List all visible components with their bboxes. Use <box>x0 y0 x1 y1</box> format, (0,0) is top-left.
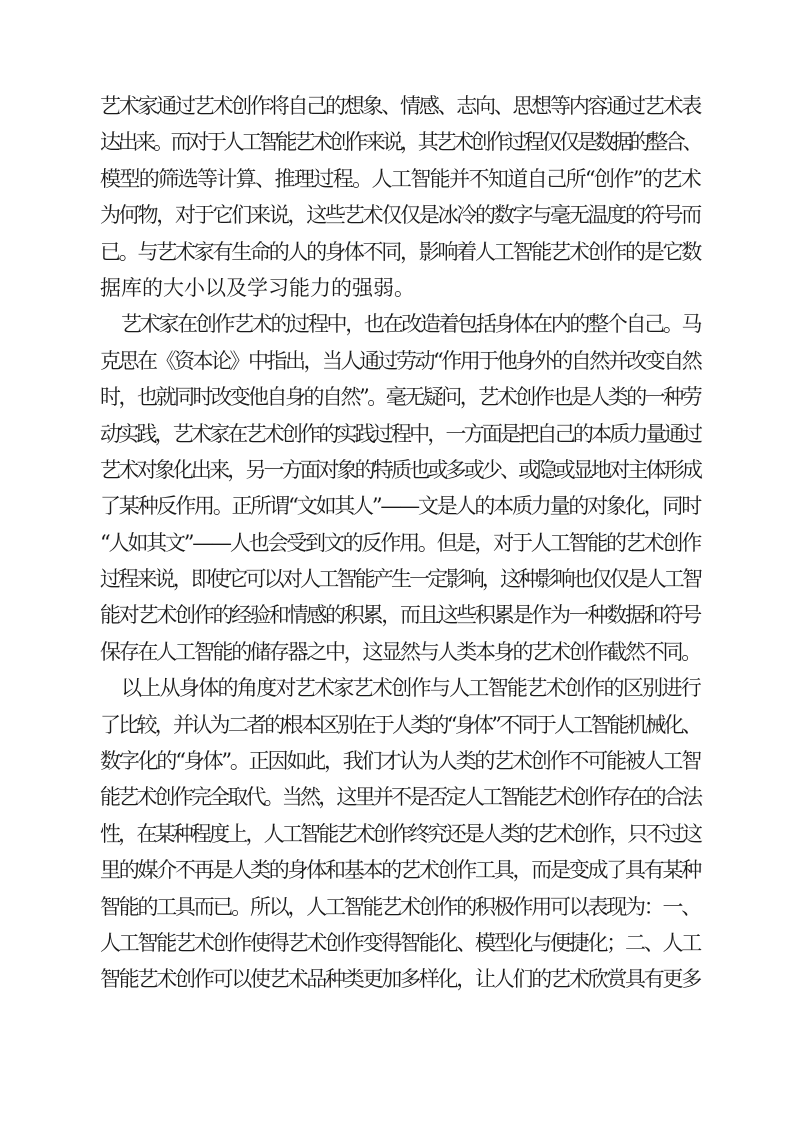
text-line: 保存在人工智能的储存器之中，这显然与人类本身的艺术创作截然不同。 <box>100 639 700 664</box>
text-line: 达出来。而对于人工智能艺术创作来说，其艺术创作过程仅仅是数据的整合、 <box>100 130 700 155</box>
text-line: 能对艺术创作的经验和情感的积累，而且这些积累是作为一种数据和符号 <box>100 603 700 628</box>
text-line: 艺术家通过艺术创作将自己的想象、情感、志向、思想等内容通过艺术表 <box>100 94 700 118</box>
text-line: 人工智能艺术创作使得艺术创作变得智能化、模型化与便捷化；二、人工 <box>100 930 700 955</box>
text-line: “人如其文”——人也会受到文的反作用。但是，对于人工智能的艺术创作 <box>100 530 700 555</box>
text-line: 克思在《资本论》中指出，当人通过劳动“作用于他身外的自然并改变自然 <box>100 348 701 373</box>
text-line: 动实践，艺术家在艺术创作的实践过程中，一方面是把自己的本质力量通过 <box>100 421 700 446</box>
text-line: 时，也就同时改变他自身的自然”。毫无疑问，艺术创作也是人类的一种劳 <box>100 385 701 410</box>
text-line: 以上从身体的角度对艺术家艺术创作与人工智能艺术创作的区别进行 <box>121 676 700 701</box>
text-line: 里的媒介不再是人类的身体和基本的艺术创作工具，而是变成了具有某种 <box>100 858 700 883</box>
text-line: 据库的大小以及学习能力的强弱。 <box>100 275 415 300</box>
text-line: 智能的工具而已。所以，人工智能艺术创作的积极作用可以表现为：一、 <box>100 894 700 919</box>
text-line: 智能艺术创作可以使艺术品种类更加多样化，让人们的艺术欣赏具有更多 <box>100 967 700 992</box>
text-line: 模型的筛选等计算、推理过程。人工智能并不知道自己所“创作”的艺术 <box>100 166 700 191</box>
text-line: 艺术对象化出来，另一方面对象的特质也或多或少、或隐或显地对主体形成 <box>100 457 700 482</box>
text-line: 已。与艺术家有生命的人的身体不同，影响着人工智能艺术创作的是它数 <box>100 239 700 264</box>
text-line: 过程来说，即使它可以对人工智能产生一定影响，这种影响也仅仅是人工智 <box>100 567 700 592</box>
text-line: 了比较，并认为二者的根本区别在于人类的“身体”不同于人工智能机械化、 <box>100 712 700 737</box>
text-line: 艺术家在创作艺术的过程中，也在改造着包括身体在内的整个自己。马 <box>121 312 700 337</box>
text-line: 了某种反作用。正所谓“文如其人”——文是人的本质力量的对象化，同时 <box>100 494 700 519</box>
text-line: 数字化的“身体”。正因如此，我们才认为人类的艺术创作不可能被人工智 <box>100 749 700 774</box>
text-line: 为何物，对于它们来说，这些艺术仅仅是冰冷的数字与毫无温度的符号而 <box>100 203 700 228</box>
text-line: 性，在某种程度上，人工智能艺术创作终究还是人类的艺术创作，只不过这 <box>100 821 700 846</box>
body-text <box>100 88 700 998</box>
text-line: 能艺术创作完全取代。当然，这里并不是否定人工智能艺术创作存在的合法 <box>100 785 700 810</box>
